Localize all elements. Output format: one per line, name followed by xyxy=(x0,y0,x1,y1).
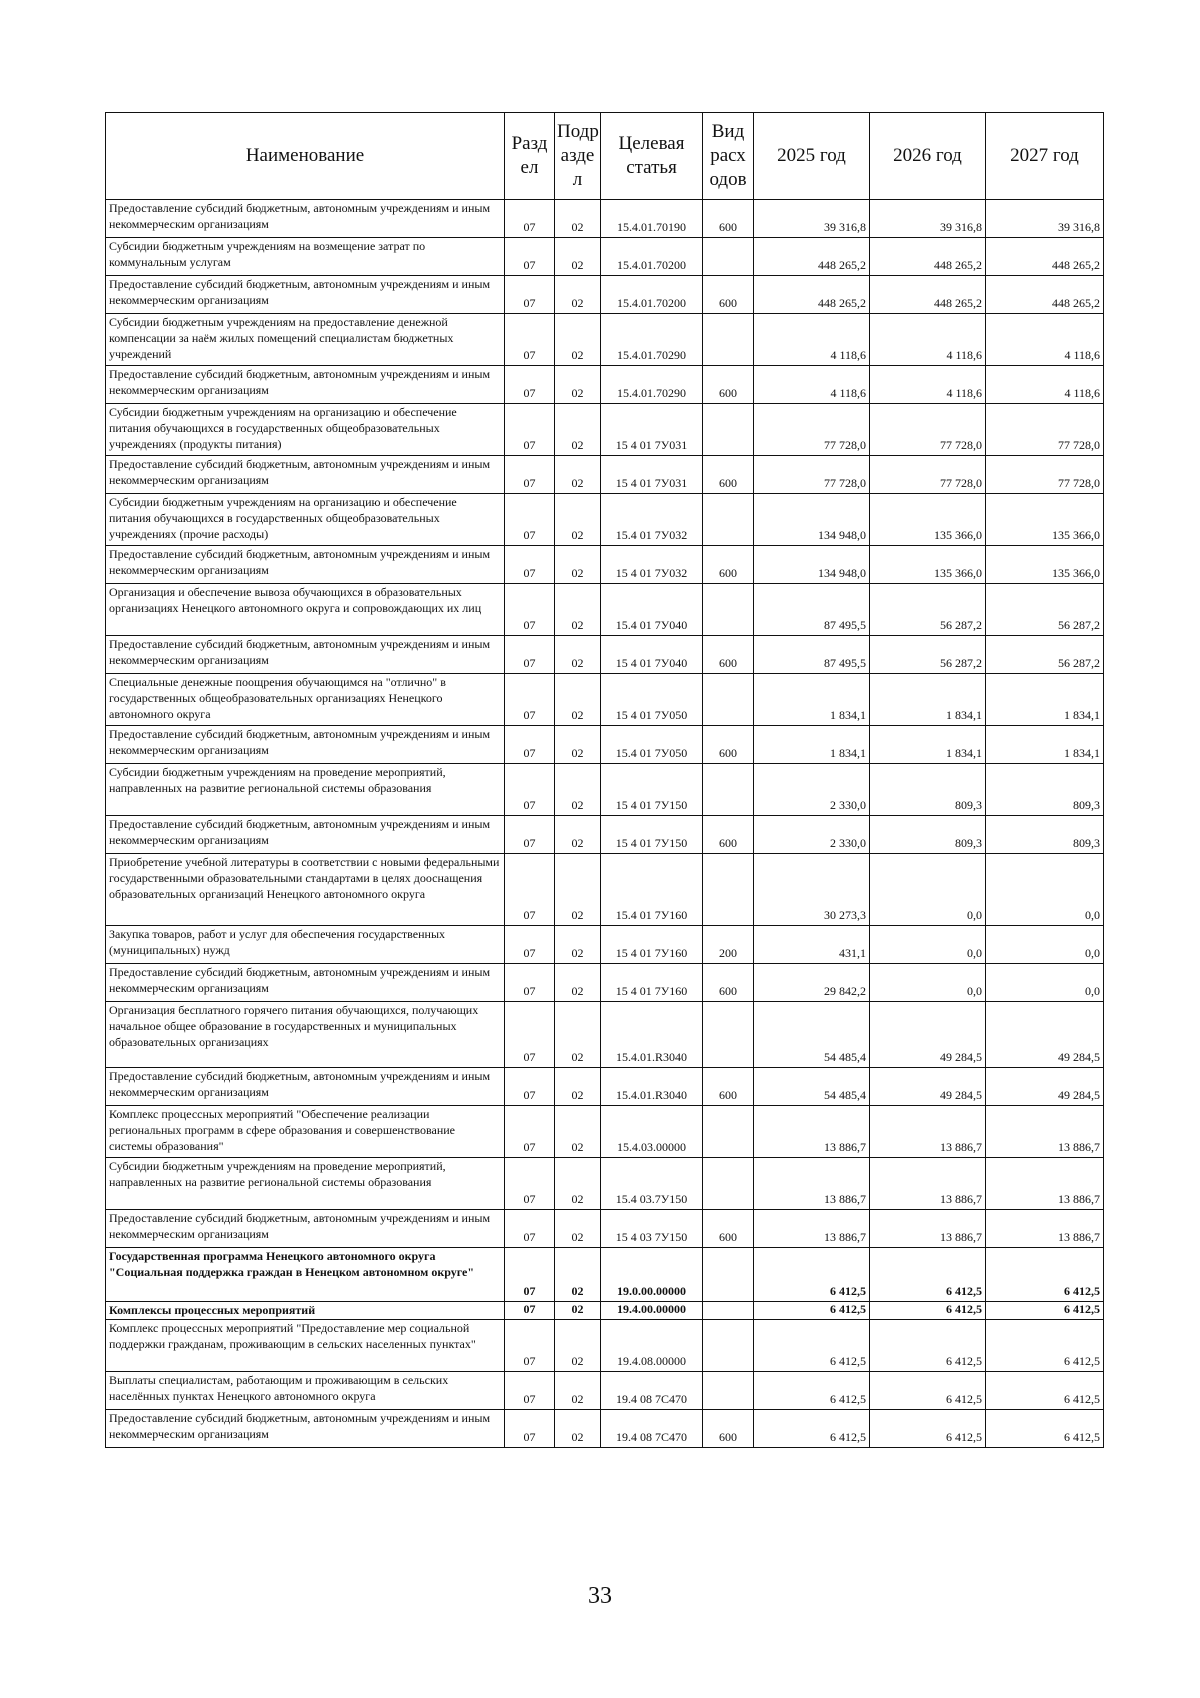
row-value-2026: 4 118,6 xyxy=(870,366,986,404)
row-value-2027: 6 412,5 xyxy=(986,1320,1104,1372)
row-value-2025: 13 886,7 xyxy=(754,1158,870,1210)
table-row xyxy=(106,1320,1104,1372)
row-value-2027: 77 728,0 xyxy=(986,456,1104,494)
row-value-2027: 135 366,0 xyxy=(986,494,1104,546)
row-podrazdel: 02 xyxy=(555,1068,601,1106)
table-row xyxy=(106,1410,1104,1448)
row-name: Предоставление субсидий бюджетным, автономным учреждениям и иным некоммерческим организациям xyxy=(106,964,505,1002)
row-name: Комплекс процессных мероприятий "Обеспечение реализации региональных программ в сфере образования и совершенствование системы образования" xyxy=(106,1106,505,1158)
row-podrazdel: 02 xyxy=(555,1302,601,1320)
row-name: Субсидии бюджетным учреждениям на организацию и обеспечение питания обучающихся в государственных общеобразовательных учреждениях (прочие расходы) xyxy=(106,494,505,546)
row-value-2025: 1 834,1 xyxy=(754,726,870,764)
row-value-2026: 6 412,5 xyxy=(870,1410,986,1448)
row-podrazdel: 02 xyxy=(555,1106,601,1158)
row-value-2026: 6 412,5 xyxy=(870,1302,986,1320)
table-row xyxy=(106,1210,1104,1248)
row-razdel: 07 xyxy=(505,546,555,584)
row-razdel: 07 xyxy=(505,636,555,674)
row-celevaya-statya: 15.4 03.7У150 xyxy=(601,1158,703,1210)
row-razdel: 07 xyxy=(505,674,555,726)
row-name: Субсидии бюджетным учреждениям на предоставление денежной компенсации за наём жилых помещений специалистам бюджетных учреждений xyxy=(106,314,505,366)
row-razdel: 07 xyxy=(505,494,555,546)
row-podrazdel: 02 xyxy=(555,494,601,546)
row-razdel: 07 xyxy=(505,1410,555,1448)
row-celevaya-statya: 15.4.01.70290 xyxy=(601,314,703,366)
row-name: Закупка товаров, работ и услуг для обеспечения государственных (муниципальных) нужд xyxy=(106,926,505,964)
row-value-2026: 135 366,0 xyxy=(870,546,986,584)
row-value-2027: 39 316,8 xyxy=(986,200,1104,238)
row-value-2027: 56 287,2 xyxy=(986,584,1104,636)
row-celevaya-statya: 15.4 01 7У032 xyxy=(601,494,703,546)
table-row xyxy=(106,1372,1104,1410)
row-value-2025: 2 330,0 xyxy=(754,764,870,816)
row-value-2026: 448 265,2 xyxy=(870,276,986,314)
row-podrazdel: 02 xyxy=(555,404,601,456)
row-value-2027: 13 886,7 xyxy=(986,1158,1104,1210)
row-vid-rashodov: 600 xyxy=(703,200,754,238)
row-name: Выплаты специалистам, работающим и проживающим в сельских населённых пунктах Ненецкого автономного округа xyxy=(106,1372,505,1410)
row-vid-rashodov: 600 xyxy=(703,636,754,674)
row-value-2025: 87 495,5 xyxy=(754,636,870,674)
row-podrazdel: 02 xyxy=(555,1158,601,1210)
row-razdel: 07 xyxy=(505,1002,555,1068)
row-podrazdel: 02 xyxy=(555,816,601,854)
row-value-2027: 448 265,2 xyxy=(986,238,1104,276)
row-name: Предоставление субсидий бюджетным, автономным учреждениям и иным некоммерческим организациям xyxy=(106,1410,505,1448)
row-celevaya-statya: 15 4 01 7У150 xyxy=(601,764,703,816)
row-celevaya-statya: 15.4.03.00000 xyxy=(601,1106,703,1158)
row-vid-rashodov xyxy=(703,404,754,456)
row-podrazdel: 02 xyxy=(555,1210,601,1248)
row-razdel: 07 xyxy=(505,1158,555,1210)
row-podrazdel: 02 xyxy=(555,276,601,314)
row-value-2026: 6 412,5 xyxy=(870,1248,986,1302)
row-value-2025: 87 495,5 xyxy=(754,584,870,636)
row-value-2027: 49 284,5 xyxy=(986,1068,1104,1106)
row-value-2026: 1 834,1 xyxy=(870,726,986,764)
row-value-2026: 49 284,5 xyxy=(870,1002,986,1068)
row-razdel: 07 xyxy=(505,1320,555,1372)
row-name: Предоставление субсидий бюджетным, автономным учреждениям и иным некоммерческим организациям xyxy=(106,456,505,494)
row-vid-rashodov: 600 xyxy=(703,546,754,584)
row-razdel: 07 xyxy=(505,238,555,276)
table-row xyxy=(106,1002,1104,1068)
row-podrazdel: 02 xyxy=(555,314,601,366)
row-podrazdel: 02 xyxy=(555,726,601,764)
row-value-2027: 0,0 xyxy=(986,964,1104,1002)
row-name: Предоставление субсидий бюджетным, автономным учреждениям и иным некоммерческим организациям xyxy=(106,816,505,854)
row-celevaya-statya: 19.4 08 7С470 xyxy=(601,1372,703,1410)
row-value-2025: 13 886,7 xyxy=(754,1210,870,1248)
row-vid-rashodov xyxy=(703,1372,754,1410)
row-vid-rashodov xyxy=(703,584,754,636)
row-value-2025: 448 265,2 xyxy=(754,276,870,314)
row-value-2025: 4 118,6 xyxy=(754,366,870,404)
row-vid-rashodov xyxy=(703,1248,754,1302)
row-celevaya-statya: 15.4.01.70290 xyxy=(601,366,703,404)
row-vid-rashodov xyxy=(703,1320,754,1372)
row-celevaya-statya: 19.0.00.00000 xyxy=(601,1248,703,1302)
row-vid-rashodov: 600 xyxy=(703,1410,754,1448)
row-vid-rashodov: 600 xyxy=(703,1210,754,1248)
row-value-2027: 6 412,5 xyxy=(986,1410,1104,1448)
row-value-2026: 809,3 xyxy=(870,764,986,816)
row-celevaya-statya: 15 4 03 7У150 xyxy=(601,1210,703,1248)
row-vid-rashodov xyxy=(703,494,754,546)
row-razdel: 07 xyxy=(505,1372,555,1410)
row-celevaya-statya: 15.4 01 7У050 xyxy=(601,726,703,764)
row-celevaya-statya: 15 4 01 7У040 xyxy=(601,636,703,674)
row-razdel: 07 xyxy=(505,314,555,366)
row-name: Предоставление субсидий бюджетным, автономным учреждениям и иным некоммерческим организациям xyxy=(106,1068,505,1106)
table-row xyxy=(106,726,1104,764)
row-value-2027: 0,0 xyxy=(986,926,1104,964)
row-value-2027: 6 412,5 xyxy=(986,1302,1104,1320)
row-celevaya-statya: 15 4 01 7У032 xyxy=(601,546,703,584)
table-row xyxy=(106,314,1104,366)
row-value-2025: 431,1 xyxy=(754,926,870,964)
row-celevaya-statya: 15.4.01.R3040 xyxy=(601,1068,703,1106)
header-year-2025: 2025 год xyxy=(754,113,870,200)
row-podrazdel: 02 xyxy=(555,238,601,276)
row-value-2025: 134 948,0 xyxy=(754,546,870,584)
row-podrazdel: 02 xyxy=(555,1372,601,1410)
row-celevaya-statya: 15.4.01.R3040 xyxy=(601,1002,703,1068)
row-name: Субсидии бюджетным учреждениям на возмещение затрат по коммунальным услугам xyxy=(106,238,505,276)
row-name: Предоставление субсидий бюджетным, автономным учреждениям и иным некоммерческим организациям xyxy=(106,546,505,584)
row-value-2027: 1 834,1 xyxy=(986,674,1104,726)
row-vid-rashodov xyxy=(703,1002,754,1068)
row-value-2027: 13 886,7 xyxy=(986,1106,1104,1158)
row-razdel: 07 xyxy=(505,200,555,238)
table-row xyxy=(106,584,1104,636)
header-podrazdel: Подр азде л xyxy=(555,113,601,200)
row-vid-rashodov: 600 xyxy=(703,276,754,314)
row-name: Организация бесплатного горячего питания обучающихся, получающих начальное общее образование в государственных и муниципальных образовательных организациях xyxy=(106,1002,505,1068)
row-value-2026: 39 316,8 xyxy=(870,200,986,238)
table-row xyxy=(106,964,1104,1002)
row-value-2025: 54 485,4 xyxy=(754,1002,870,1068)
row-razdel: 07 xyxy=(505,926,555,964)
page-number: 33 xyxy=(588,1583,612,1609)
table-row xyxy=(106,456,1104,494)
row-vid-rashodov: 600 xyxy=(703,366,754,404)
row-value-2025: 30 273,3 xyxy=(754,854,870,926)
row-vid-rashodov: 600 xyxy=(703,816,754,854)
row-vid-rashodov xyxy=(703,674,754,726)
row-value-2025: 39 316,8 xyxy=(754,200,870,238)
row-value-2026: 0,0 xyxy=(870,854,986,926)
row-name: Комплекс процессных мероприятий "Предоставление мер социальной поддержки гражданам, проживающим в сельских населенных пунктах" xyxy=(106,1320,505,1372)
header-year-2027: 2027 год xyxy=(986,113,1104,200)
table-row xyxy=(106,238,1104,276)
table-row xyxy=(106,494,1104,546)
row-podrazdel: 02 xyxy=(555,1002,601,1068)
row-value-2025: 448 265,2 xyxy=(754,238,870,276)
row-vid-rashodov: 600 xyxy=(703,1068,754,1106)
row-value-2026: 448 265,2 xyxy=(870,238,986,276)
row-name: Субсидии бюджетным учреждениям на проведение мероприятий, направленных на развитие региональной системы образования xyxy=(106,764,505,816)
table-row xyxy=(106,1068,1104,1106)
row-name: Государственная программа Ненецкого автономного округа "Социальная поддержка граждан в Ненецком автономном округе" xyxy=(106,1248,505,1302)
header-row xyxy=(106,113,1104,200)
row-value-2027: 56 287,2 xyxy=(986,636,1104,674)
row-razdel: 07 xyxy=(505,366,555,404)
row-razdel: 07 xyxy=(505,276,555,314)
row-vid-rashodov: 600 xyxy=(703,964,754,1002)
row-vid-rashodov: 200 xyxy=(703,926,754,964)
row-podrazdel: 02 xyxy=(555,636,601,674)
row-value-2025: 6 412,5 xyxy=(754,1372,870,1410)
row-value-2025: 77 728,0 xyxy=(754,456,870,494)
row-celevaya-statya: 15 4 01 7У050 xyxy=(601,674,703,726)
row-vid-rashodov xyxy=(703,238,754,276)
table-row xyxy=(106,404,1104,456)
header-celevaya-statya: Целевая статья xyxy=(601,113,703,200)
row-podrazdel: 02 xyxy=(555,764,601,816)
row-celevaya-statya: 15 4 01 7У031 xyxy=(601,404,703,456)
table-body xyxy=(106,200,1104,1448)
table-row xyxy=(106,764,1104,816)
row-razdel: 07 xyxy=(505,964,555,1002)
row-value-2026: 13 886,7 xyxy=(870,1158,986,1210)
table-row xyxy=(106,854,1104,926)
row-name: Приобретение учебной литературы в соответствии с новыми федеральными государственными образовательными стандартами в целях дооснащения образовательных организаций Ненецкого автономного округа xyxy=(106,854,505,926)
row-name: Субсидии бюджетным учреждениям на проведение мероприятий, направленных на развитие региональной системы образования xyxy=(106,1158,505,1210)
row-name: Предоставление субсидий бюджетным, автономным учреждениям и иным некоммерческим организациям xyxy=(106,200,505,238)
row-razdel: 07 xyxy=(505,726,555,764)
row-razdel: 07 xyxy=(505,404,555,456)
row-value-2026: 4 118,6 xyxy=(870,314,986,366)
table-row xyxy=(106,816,1104,854)
row-celevaya-statya: 15.4 01 7У040 xyxy=(601,584,703,636)
row-value-2026: 1 834,1 xyxy=(870,674,986,726)
row-value-2025: 6 412,5 xyxy=(754,1410,870,1448)
row-vid-rashodov xyxy=(703,1158,754,1210)
row-value-2027: 6 412,5 xyxy=(986,1372,1104,1410)
row-podrazdel: 02 xyxy=(555,546,601,584)
row-podrazdel: 02 xyxy=(555,854,601,926)
row-value-2025: 4 118,6 xyxy=(754,314,870,366)
row-value-2026: 0,0 xyxy=(870,964,986,1002)
row-value-2027: 77 728,0 xyxy=(986,404,1104,456)
row-value-2025: 6 412,5 xyxy=(754,1320,870,1372)
row-value-2026: 135 366,0 xyxy=(870,494,986,546)
row-celevaya-statya: 15.4.01.70190 xyxy=(601,200,703,238)
header-year-2026: 2026 год xyxy=(870,113,986,200)
row-value-2025: 6 412,5 xyxy=(754,1248,870,1302)
row-celevaya-statya: 15 4 01 7У160 xyxy=(601,926,703,964)
row-vid-rashodov xyxy=(703,854,754,926)
row-name: Организация и обеспечение вывоза обучающихся в образовательных организациях Ненецкого автономного округа и сопровождающих их лиц xyxy=(106,584,505,636)
header-vid-rashodov: Вид расх одов xyxy=(703,113,754,200)
row-value-2027: 135 366,0 xyxy=(986,546,1104,584)
table-row xyxy=(106,926,1104,964)
row-value-2026: 809,3 xyxy=(870,816,986,854)
row-podrazdel: 02 xyxy=(555,1320,601,1372)
row-vid-rashodov xyxy=(703,764,754,816)
row-celevaya-statya: 15 4 01 7У031 xyxy=(601,456,703,494)
row-value-2027: 4 118,6 xyxy=(986,314,1104,366)
table-row xyxy=(106,674,1104,726)
table-row xyxy=(106,636,1104,674)
row-value-2027: 448 265,2 xyxy=(986,276,1104,314)
row-value-2027: 1 834,1 xyxy=(986,726,1104,764)
row-celevaya-statya: 15.4 01 7У160 xyxy=(601,854,703,926)
row-podrazdel: 02 xyxy=(555,200,601,238)
row-value-2026: 13 886,7 xyxy=(870,1106,986,1158)
row-value-2026: 56 287,2 xyxy=(870,584,986,636)
row-podrazdel: 02 xyxy=(555,1248,601,1302)
row-value-2027: 809,3 xyxy=(986,816,1104,854)
row-name: Комплексы процессных мероприятий xyxy=(106,1302,505,1320)
row-value-2027: 49 284,5 xyxy=(986,1002,1104,1068)
row-razdel: 07 xyxy=(505,456,555,494)
budget-table-container xyxy=(105,112,1103,1448)
row-celevaya-statya: 19.4.00.00000 xyxy=(601,1302,703,1320)
row-value-2026: 6 412,5 xyxy=(870,1320,986,1372)
row-value-2025: 2 330,0 xyxy=(754,816,870,854)
row-vid-rashodov xyxy=(703,1106,754,1158)
header-razdel: Разд ел xyxy=(505,113,555,200)
row-celevaya-statya: 15.4.01.70200 xyxy=(601,276,703,314)
table-row xyxy=(106,1158,1104,1210)
row-value-2026: 13 886,7 xyxy=(870,1210,986,1248)
row-name: Специальные денежные поощрения обучающимся на "отлично" в государственных общеобразовательных организациях Ненецкого автономного округа xyxy=(106,674,505,726)
row-podrazdel: 02 xyxy=(555,456,601,494)
row-podrazdel: 02 xyxy=(555,366,601,404)
row-razdel: 07 xyxy=(505,584,555,636)
row-razdel: 07 xyxy=(505,854,555,926)
row-value-2025: 1 834,1 xyxy=(754,674,870,726)
row-value-2025: 54 485,4 xyxy=(754,1068,870,1106)
row-value-2025: 13 886,7 xyxy=(754,1106,870,1158)
row-razdel: 07 xyxy=(505,1248,555,1302)
table-row xyxy=(106,200,1104,238)
row-podrazdel: 02 xyxy=(555,584,601,636)
row-vid-rashodov xyxy=(703,314,754,366)
row-value-2026: 6 412,5 xyxy=(870,1372,986,1410)
header-name: Наименование xyxy=(106,113,505,200)
row-razdel: 07 xyxy=(505,764,555,816)
row-name: Предоставление субсидий бюджетным, автономным учреждениям и иным некоммерческим организациям xyxy=(106,366,505,404)
row-value-2027: 4 118,6 xyxy=(986,366,1104,404)
table-row xyxy=(106,276,1104,314)
row-value-2027: 809,3 xyxy=(986,764,1104,816)
row-value-2026: 77 728,0 xyxy=(870,456,986,494)
table-row xyxy=(106,546,1104,584)
row-razdel: 07 xyxy=(505,1210,555,1248)
row-value-2027: 6 412,5 xyxy=(986,1248,1104,1302)
table-row xyxy=(106,1248,1104,1302)
row-razdel: 07 xyxy=(505,1302,555,1320)
table-row xyxy=(106,1106,1104,1158)
row-value-2025: 29 842,2 xyxy=(754,964,870,1002)
row-value-2025: 6 412,5 xyxy=(754,1302,870,1320)
row-podrazdel: 02 xyxy=(555,674,601,726)
row-celevaya-statya: 15 4 01 7У160 xyxy=(601,964,703,1002)
row-razdel: 07 xyxy=(505,1068,555,1106)
row-name: Предоставление субсидий бюджетным, автономным учреждениям и иным некоммерческим организациям xyxy=(106,636,505,674)
row-value-2027: 13 886,7 xyxy=(986,1210,1104,1248)
row-podrazdel: 02 xyxy=(555,964,601,1002)
row-value-2026: 77 728,0 xyxy=(870,404,986,456)
row-podrazdel: 02 xyxy=(555,1410,601,1448)
row-value-2025: 77 728,0 xyxy=(754,404,870,456)
table-row xyxy=(106,366,1104,404)
row-name: Предоставление субсидий бюджетным, автономным учреждениям и иным некоммерческим организациям xyxy=(106,1210,505,1248)
row-name: Предоставление субсидий бюджетным, автономным учреждениям и иным некоммерческим организациям xyxy=(106,276,505,314)
row-celevaya-statya: 19.4 08 7С470 xyxy=(601,1410,703,1448)
row-value-2025: 134 948,0 xyxy=(754,494,870,546)
row-vid-rashodov: 600 xyxy=(703,456,754,494)
table-row xyxy=(106,1302,1104,1320)
row-value-2026: 0,0 xyxy=(870,926,986,964)
row-podrazdel: 02 xyxy=(555,926,601,964)
row-razdel: 07 xyxy=(505,1106,555,1158)
row-razdel: 07 xyxy=(505,816,555,854)
row-vid-rashodov: 600 xyxy=(703,726,754,764)
row-celevaya-statya: 15 4 01 7У150 xyxy=(601,816,703,854)
row-value-2027: 0,0 xyxy=(986,854,1104,926)
row-value-2026: 56 287,2 xyxy=(870,636,986,674)
row-name: Предоставление субсидий бюджетным, автономным учреждениям и иным некоммерческим организациям xyxy=(106,726,505,764)
budget-table xyxy=(105,112,1104,1448)
row-value-2026: 49 284,5 xyxy=(870,1068,986,1106)
row-vid-rashodov xyxy=(703,1302,754,1320)
row-name: Субсидии бюджетным учреждениям на организацию и обеспечение питания обучающихся в государственных общеобразовательных учреждениях (продукты питания) xyxy=(106,404,505,456)
row-celevaya-statya: 15.4.01.70200 xyxy=(601,238,703,276)
row-celevaya-statya: 19.4.08.00000 xyxy=(601,1320,703,1372)
